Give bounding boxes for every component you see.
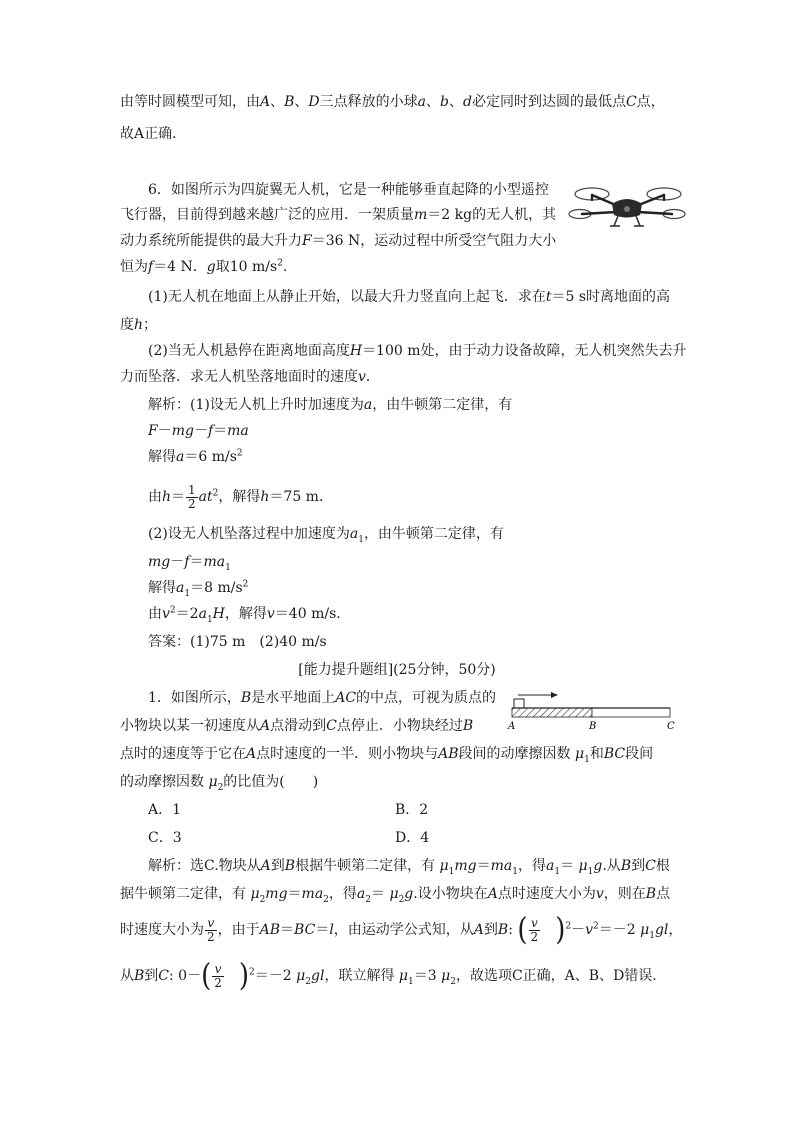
text-line: 故A正确． — [120, 126, 187, 142]
solution-line: F－mg－f＝ma — [148, 423, 249, 439]
option-c: C．3 — [148, 830, 182, 846]
solution-line: 解得$a_1=8$ $m/s^2$ — [148, 579, 249, 599]
question-1-line: 1．如图所示，B是水平地面上AC的中点，可视为质点的 — [148, 690, 497, 706]
fraction: $\frac{v}{2}$ — [207, 915, 215, 944]
block — [514, 699, 524, 708]
solution-line: 解析：选C.物块从A到B根据牛顿第二定律，有 $\mu_1mg=ma_1$，得$a_1= \mu_1g$.从B到C根 — [148, 858, 670, 877]
answer-line: 答案：(1)75 m (2)40 m/s — [148, 634, 327, 650]
text-line: 由等时圆模型可知，由A、B、D三点释放的小球a、b、d必定同时到达圆的最低点C点， — [120, 94, 665, 110]
solution-line: 解析：(1)设无人机上升时加速度为a，由牛顿第二定律，有 — [148, 397, 513, 413]
option-a: A．1 — [148, 802, 182, 818]
question-6-part-1: (1)无人机在地面上从静止开始，以最大升力竖直向上起飞．求在t＝5 s时离地面的高 — [148, 289, 671, 305]
solution-line: 解得a＝6 $m/s^2$ — [148, 448, 243, 465]
question-6-part-2: 力而坠落．求无人机坠落地面时的速度v． — [120, 369, 380, 385]
question-1-line: 点时的速度等于它在A点时速度的一半．则小物块与AB段间的动摩擦因数 $\mu_1$和BC段间 — [120, 746, 654, 765]
fraction: $\frac{v}{2}$ — [530, 915, 539, 944]
point-label: A — [508, 721, 516, 732]
option-b: B．2 — [395, 802, 429, 818]
question-6-line: 6．如图所示为四旋翼无人机，它是一种能够垂直起降的小型遥控 — [148, 182, 549, 198]
question-1-line: 的动摩擦因数 $\mu_2$的比值为( ) — [120, 774, 319, 793]
solution-line: (2)设无人机坠落过程中加速度为$a_1$，由牛顿第二定律，有 — [148, 526, 504, 545]
point-label: C — [667, 721, 675, 732]
solution-line: 由$v^2=2a_1H$，解得v＝40 m/s． — [148, 605, 351, 625]
question-6-line: 动力系统所能提供的最大升力F＝36 N，运动过程中所受空气阻力大小 — [120, 233, 557, 249]
question-6-line: 飞行器，目前得到越来越广泛的应用．一架质量m＝2 kg的无人机，其 — [120, 207, 557, 223]
solution-line: $mg-f=ma_1$ — [148, 554, 231, 573]
question-6-part-2: (2)当无人机悬停在距离地面高度H＝100 m处，由于动力设备故障，无人机突然失去升 — [148, 343, 687, 359]
question-1-line: 小物块以某一初速度从A点滑动到C点停止．小物块经过B — [120, 718, 474, 734]
option-d: D．4 — [395, 830, 430, 846]
question-6-line: 恒为f＝4 N．g取10 $m/s^2$． — [120, 258, 297, 275]
solution-line: 时速度大小为 $\frac{v}{2}$ ，由于AB＝BC＝l，由运动学公式知，从A到B: ( $\frac{v}{2}$ )$^2-v^2=-2$ $\mu_1gl$， — [120, 912, 683, 948]
solution-line: 从B到C: 0－( $\frac{v}{2}$ )$^2$＝－2 $\mu_2gl$，联立解得 $\mu_1=3$ $\mu_2$，故选项C正确，A、B、D错误． — [120, 958, 667, 994]
question-6-part-1: 度h； — [120, 317, 158, 333]
slide-figure — [505, 688, 685, 736]
point-label: B — [589, 721, 597, 732]
fraction: $\frac{1}{2}$ — [188, 482, 196, 511]
solution-line: 据牛顿第二定律，有 $\mu_2mg=ma_2$，得$a_2= \mu_2g$.设小物块在A点时速度大小为v，则在B点 — [120, 886, 671, 905]
fraction: $\frac{v}{2}$ — [214, 961, 222, 990]
drone-image — [568, 182, 686, 234]
section-title: [能力提升题组](25分钟，50分) — [298, 662, 496, 678]
solution-line: 由h＝ $\frac{1}{2}$ $at^2$，解得h＝75 m． — [148, 482, 333, 511]
